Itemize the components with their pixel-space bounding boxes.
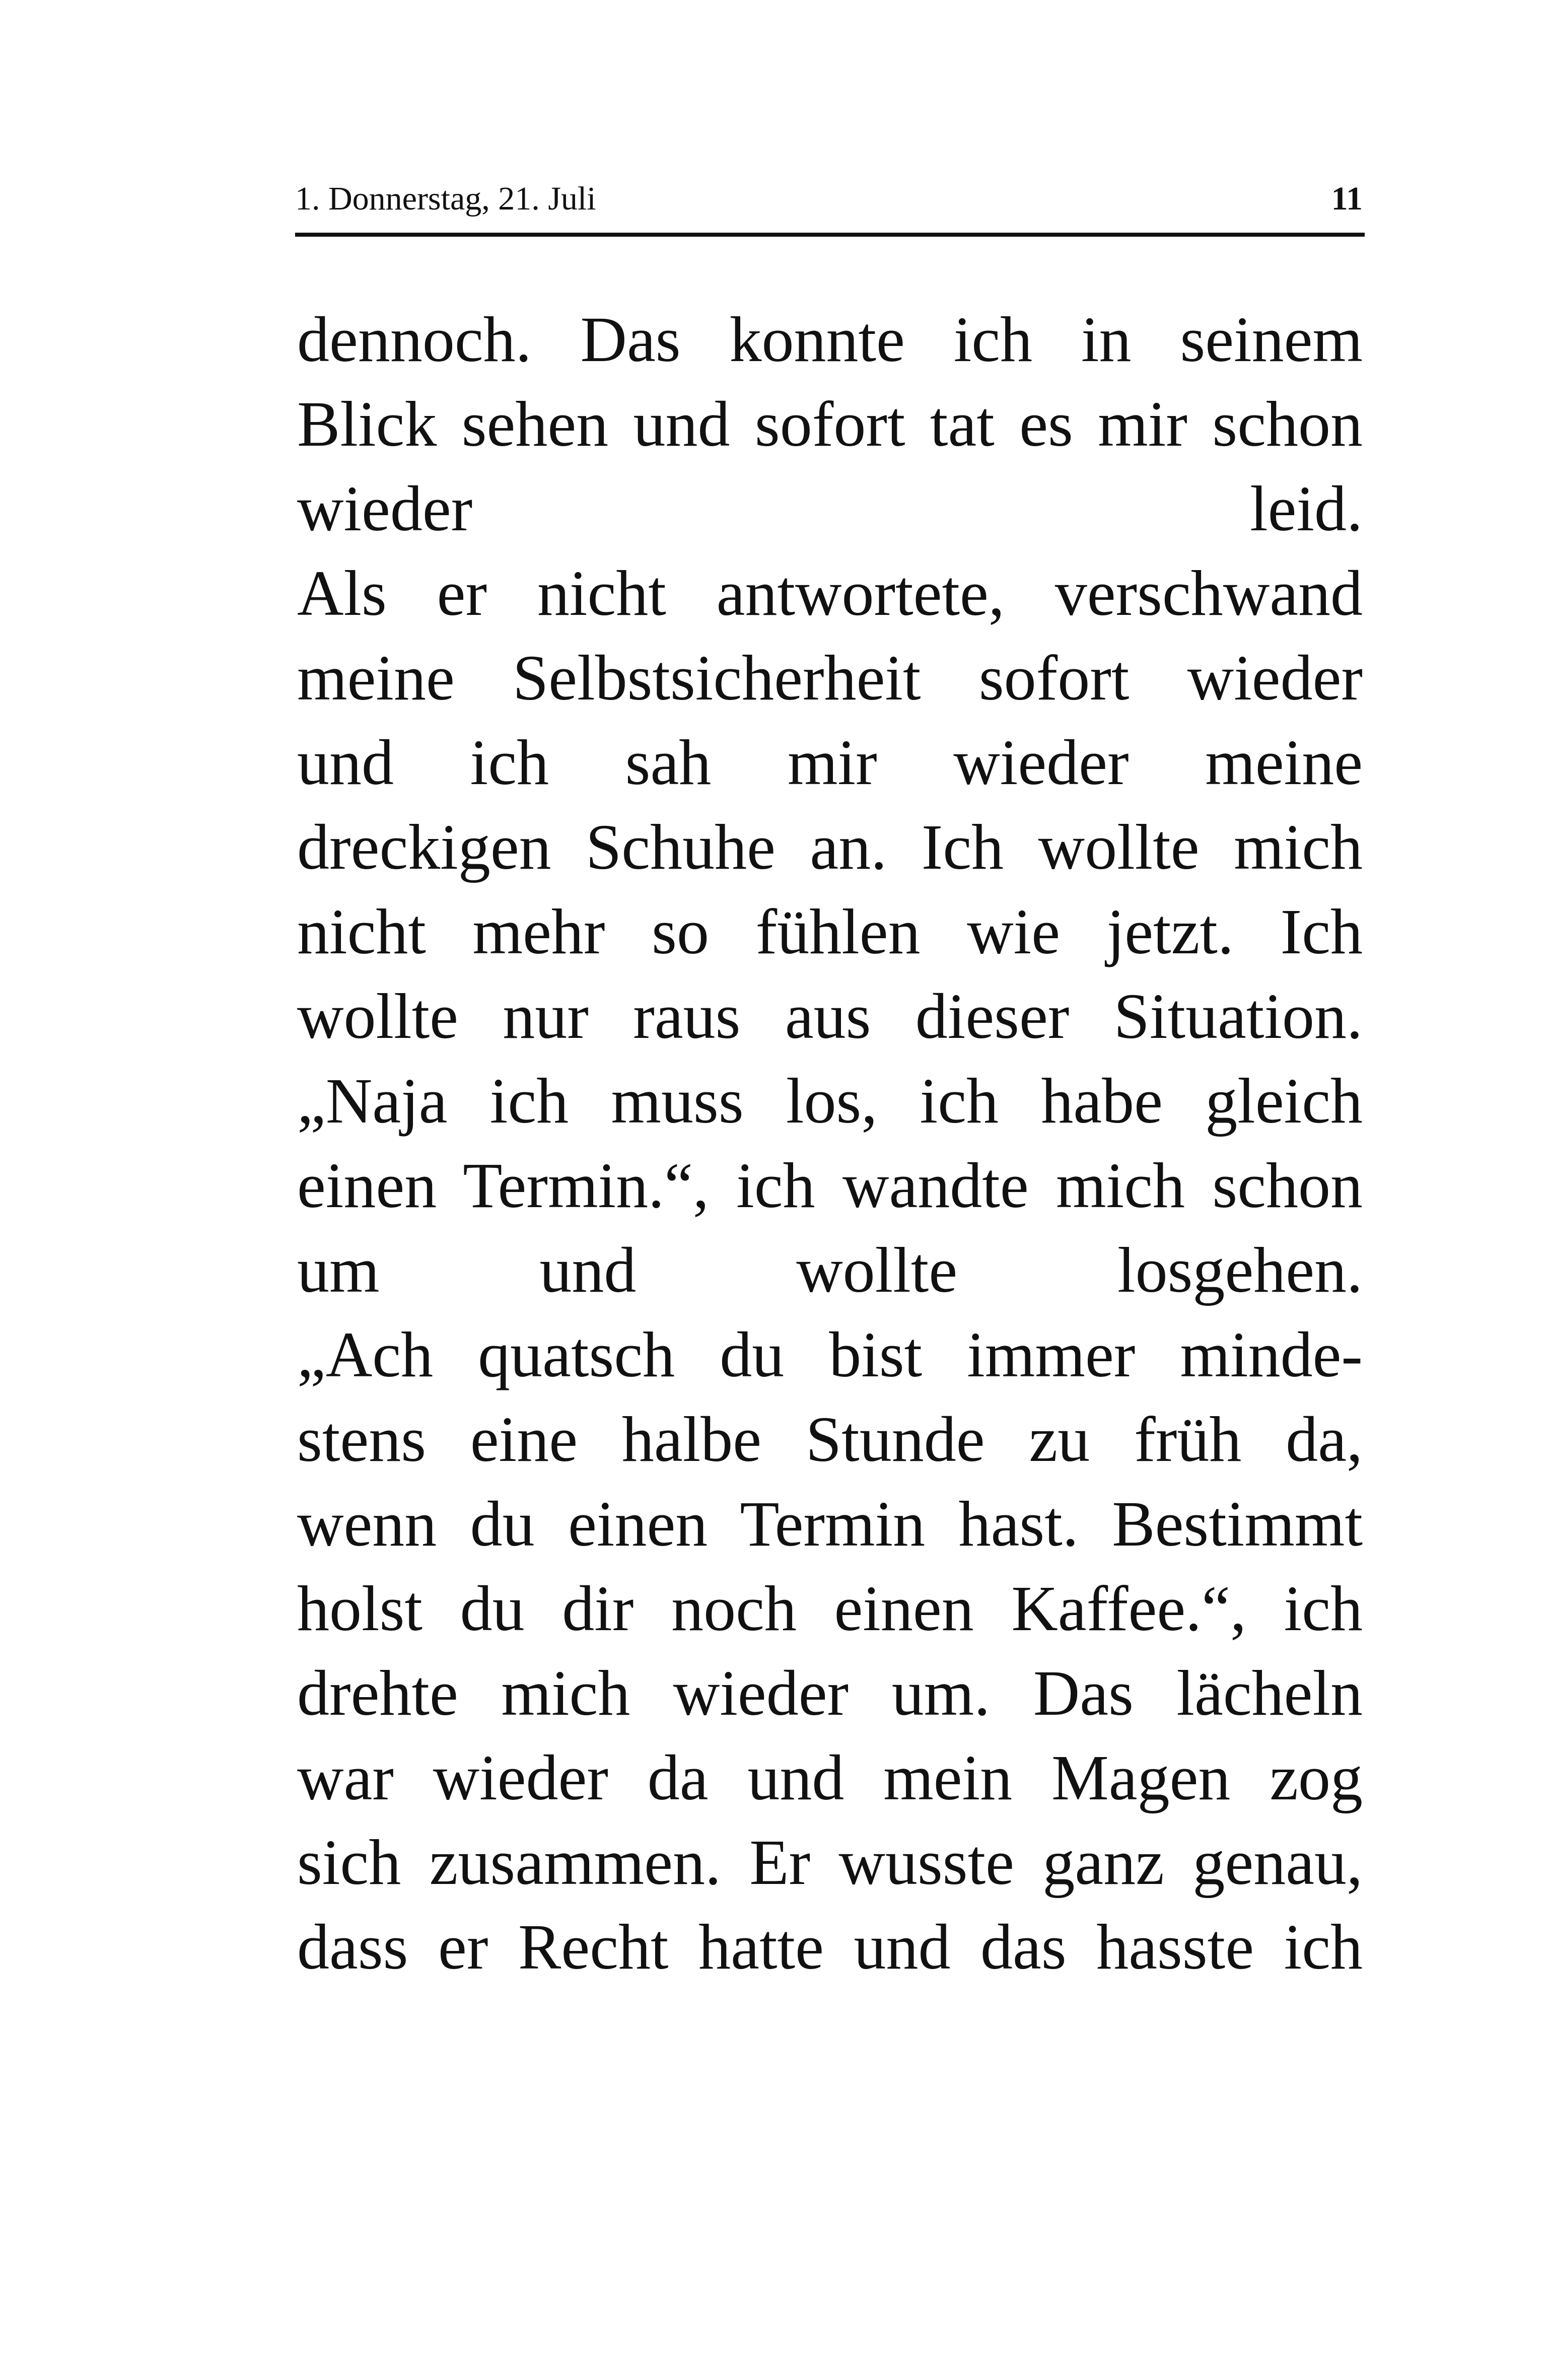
text-line: dreckigen Schuhe an. Ich wollte mich xyxy=(297,811,1363,883)
text-line: stens eine halbe Stunde zu früh da, xyxy=(297,1404,1363,1475)
text-line: um und wollte losgehen. xyxy=(297,1234,1363,1306)
text-line: nicht mehr so fühlen wie jetzt. Ich xyxy=(297,896,1363,967)
text-line: einen Termin.“, ich wandte mich schon xyxy=(297,1150,1363,1221)
text-line: wieder leid. xyxy=(297,473,1363,544)
text-line: Als er nicht antwortete, verschwand xyxy=(297,557,1363,629)
text-line: holst du dir noch einen Kaffee.“, ich xyxy=(297,1573,1363,1644)
text-line: „Naja ich muss los, ich habe gleich xyxy=(297,1065,1363,1137)
text-line: Blick sehen und sofort tat es mir schon xyxy=(297,388,1363,460)
text-line: „Ach quatsch du bist immer minde- xyxy=(297,1319,1363,1390)
header-rule xyxy=(295,233,1365,237)
text-line: wollte nur raus aus dieser Situation. xyxy=(297,981,1363,1052)
text-line: war wieder da und mein Magen zog xyxy=(297,1742,1363,1813)
text-line: dass er Recht hatte und das hasste ich xyxy=(297,1911,1363,1983)
text-line: wenn du einen Termin hast. Bestimmt xyxy=(297,1488,1363,1560)
page-number: 11 xyxy=(1331,180,1363,217)
text-line: sich zusammen. Er wusste ganz genau, xyxy=(297,1827,1363,1898)
text-line: dennoch. Das konnte ich in seinem xyxy=(297,304,1363,375)
text-line: und ich sah mir wieder meine xyxy=(297,727,1363,798)
running-header xyxy=(295,171,1363,227)
text-line: drehte mich wieder um. Das lächeln xyxy=(297,1657,1363,1729)
chapter-title: 1. Donnerstag, 21. Juli xyxy=(295,180,596,217)
text-line: meine Selbstsicherheit sofort wieder xyxy=(297,642,1363,714)
body-text xyxy=(297,297,1363,1989)
